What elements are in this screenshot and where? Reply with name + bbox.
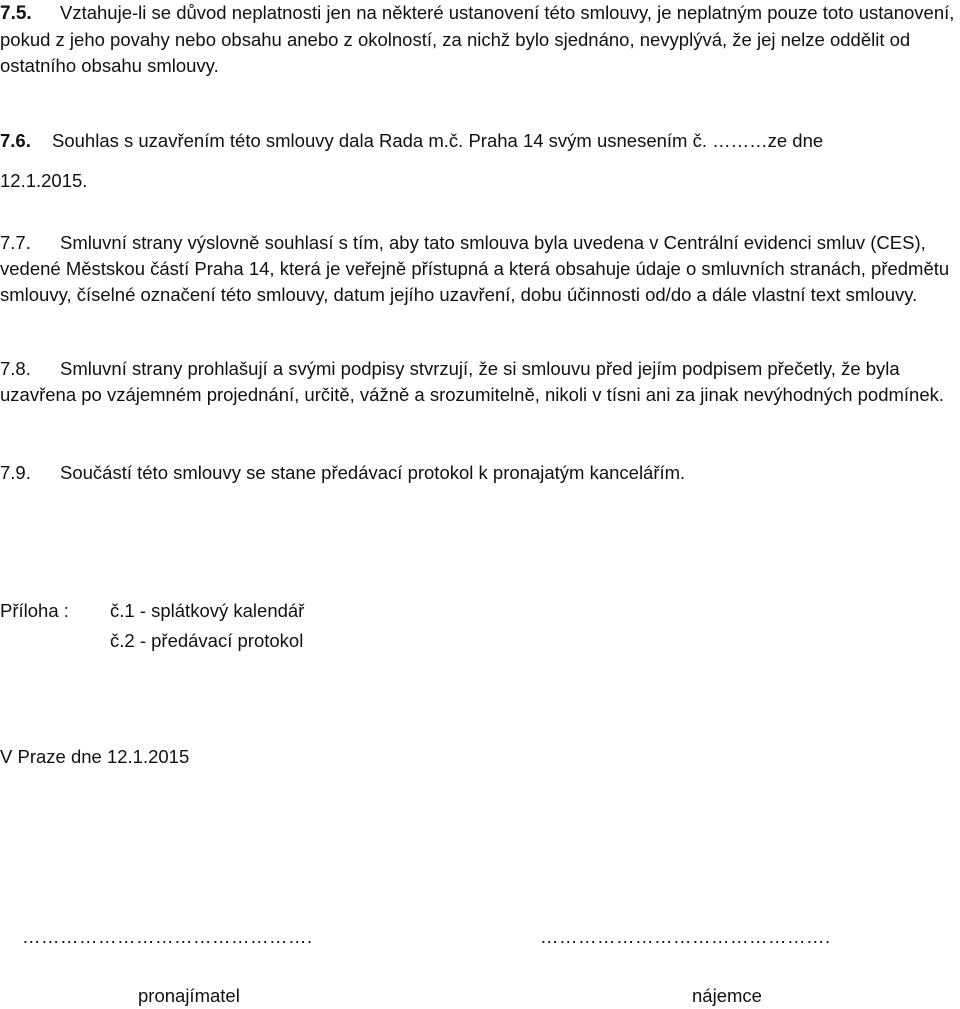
section-text: Součástí této smlouvy se stane předávací protokol k pronajatým kancelářím.: [60, 462, 686, 483]
section-number: 7.9.: [0, 462, 31, 483]
section-7-7: [0, 230, 958, 308]
attachments-label: Příloha :: [0, 600, 69, 621]
attachment-item: č.2 - předávací protokol: [110, 630, 304, 651]
signature-line-right: ……………………………………….: [540, 926, 831, 947]
section-7-6: [0, 128, 958, 191]
section-number: 7.8.: [0, 358, 31, 379]
signature-role-left: pronajímatel: [138, 985, 240, 1006]
attachment-item: č.1 - splátkový kalendář: [110, 600, 305, 621]
section-text: Souhlas s uzavřením této smlouvy dala Rada m.č. Praha 14 svým usnesením č. ………ze dne: [52, 130, 824, 151]
section-7-8: [0, 356, 958, 408]
resolution-date: 12.1.2015.: [0, 170, 88, 191]
signature-line-left: ……………………………………….: [22, 926, 313, 947]
section-number: 7.5.: [0, 3, 32, 24]
section-text: Smluvní strany prohlašují a svými podpisy stvrzují, že si smlouvu před jejím podpisem přečetly, že byla uzavřena po vzájemném projednání, určitě, vážně a srozumitelně, nikoli v tísni ani za jinak nevýhodných podmínek.: [0, 358, 945, 405]
section-7-9: [0, 460, 958, 486]
section-7-5: [0, 0, 958, 79]
signature-role-right: nájemce: [692, 985, 762, 1006]
section-text: Smluvní strany výslovně souhlasí s tím, aby tato smlouva byla uvedena v Centrální evidenci smluv (CES), vedené Městskou částí Praha 14, která je veřejně přístupná a která obsahuje údaje o smluvních stranách, předmětu smlouvy, číselné označení této smlouvy, datum jejího uzavření, dobu účinnosti od/do a dále vlastní text smlouvy.: [0, 232, 950, 305]
section-number: 7.6.: [0, 130, 31, 151]
section-text: Vztahuje-li se důvod neplatnosti jen na některé ustanovení této smlouvy, je neplatným pouze toto ustanovení, pokud z jeho povahy nebo obsahu anebo z okolností, za nichž bylo sjednáno, nevyplývá, že jej nelze oddělit od ostatního obsahu smlouvy.: [0, 2, 955, 76]
section-number: 7.7.: [0, 232, 31, 253]
place-date: V Praze dne 12.1.2015: [0, 746, 190, 767]
